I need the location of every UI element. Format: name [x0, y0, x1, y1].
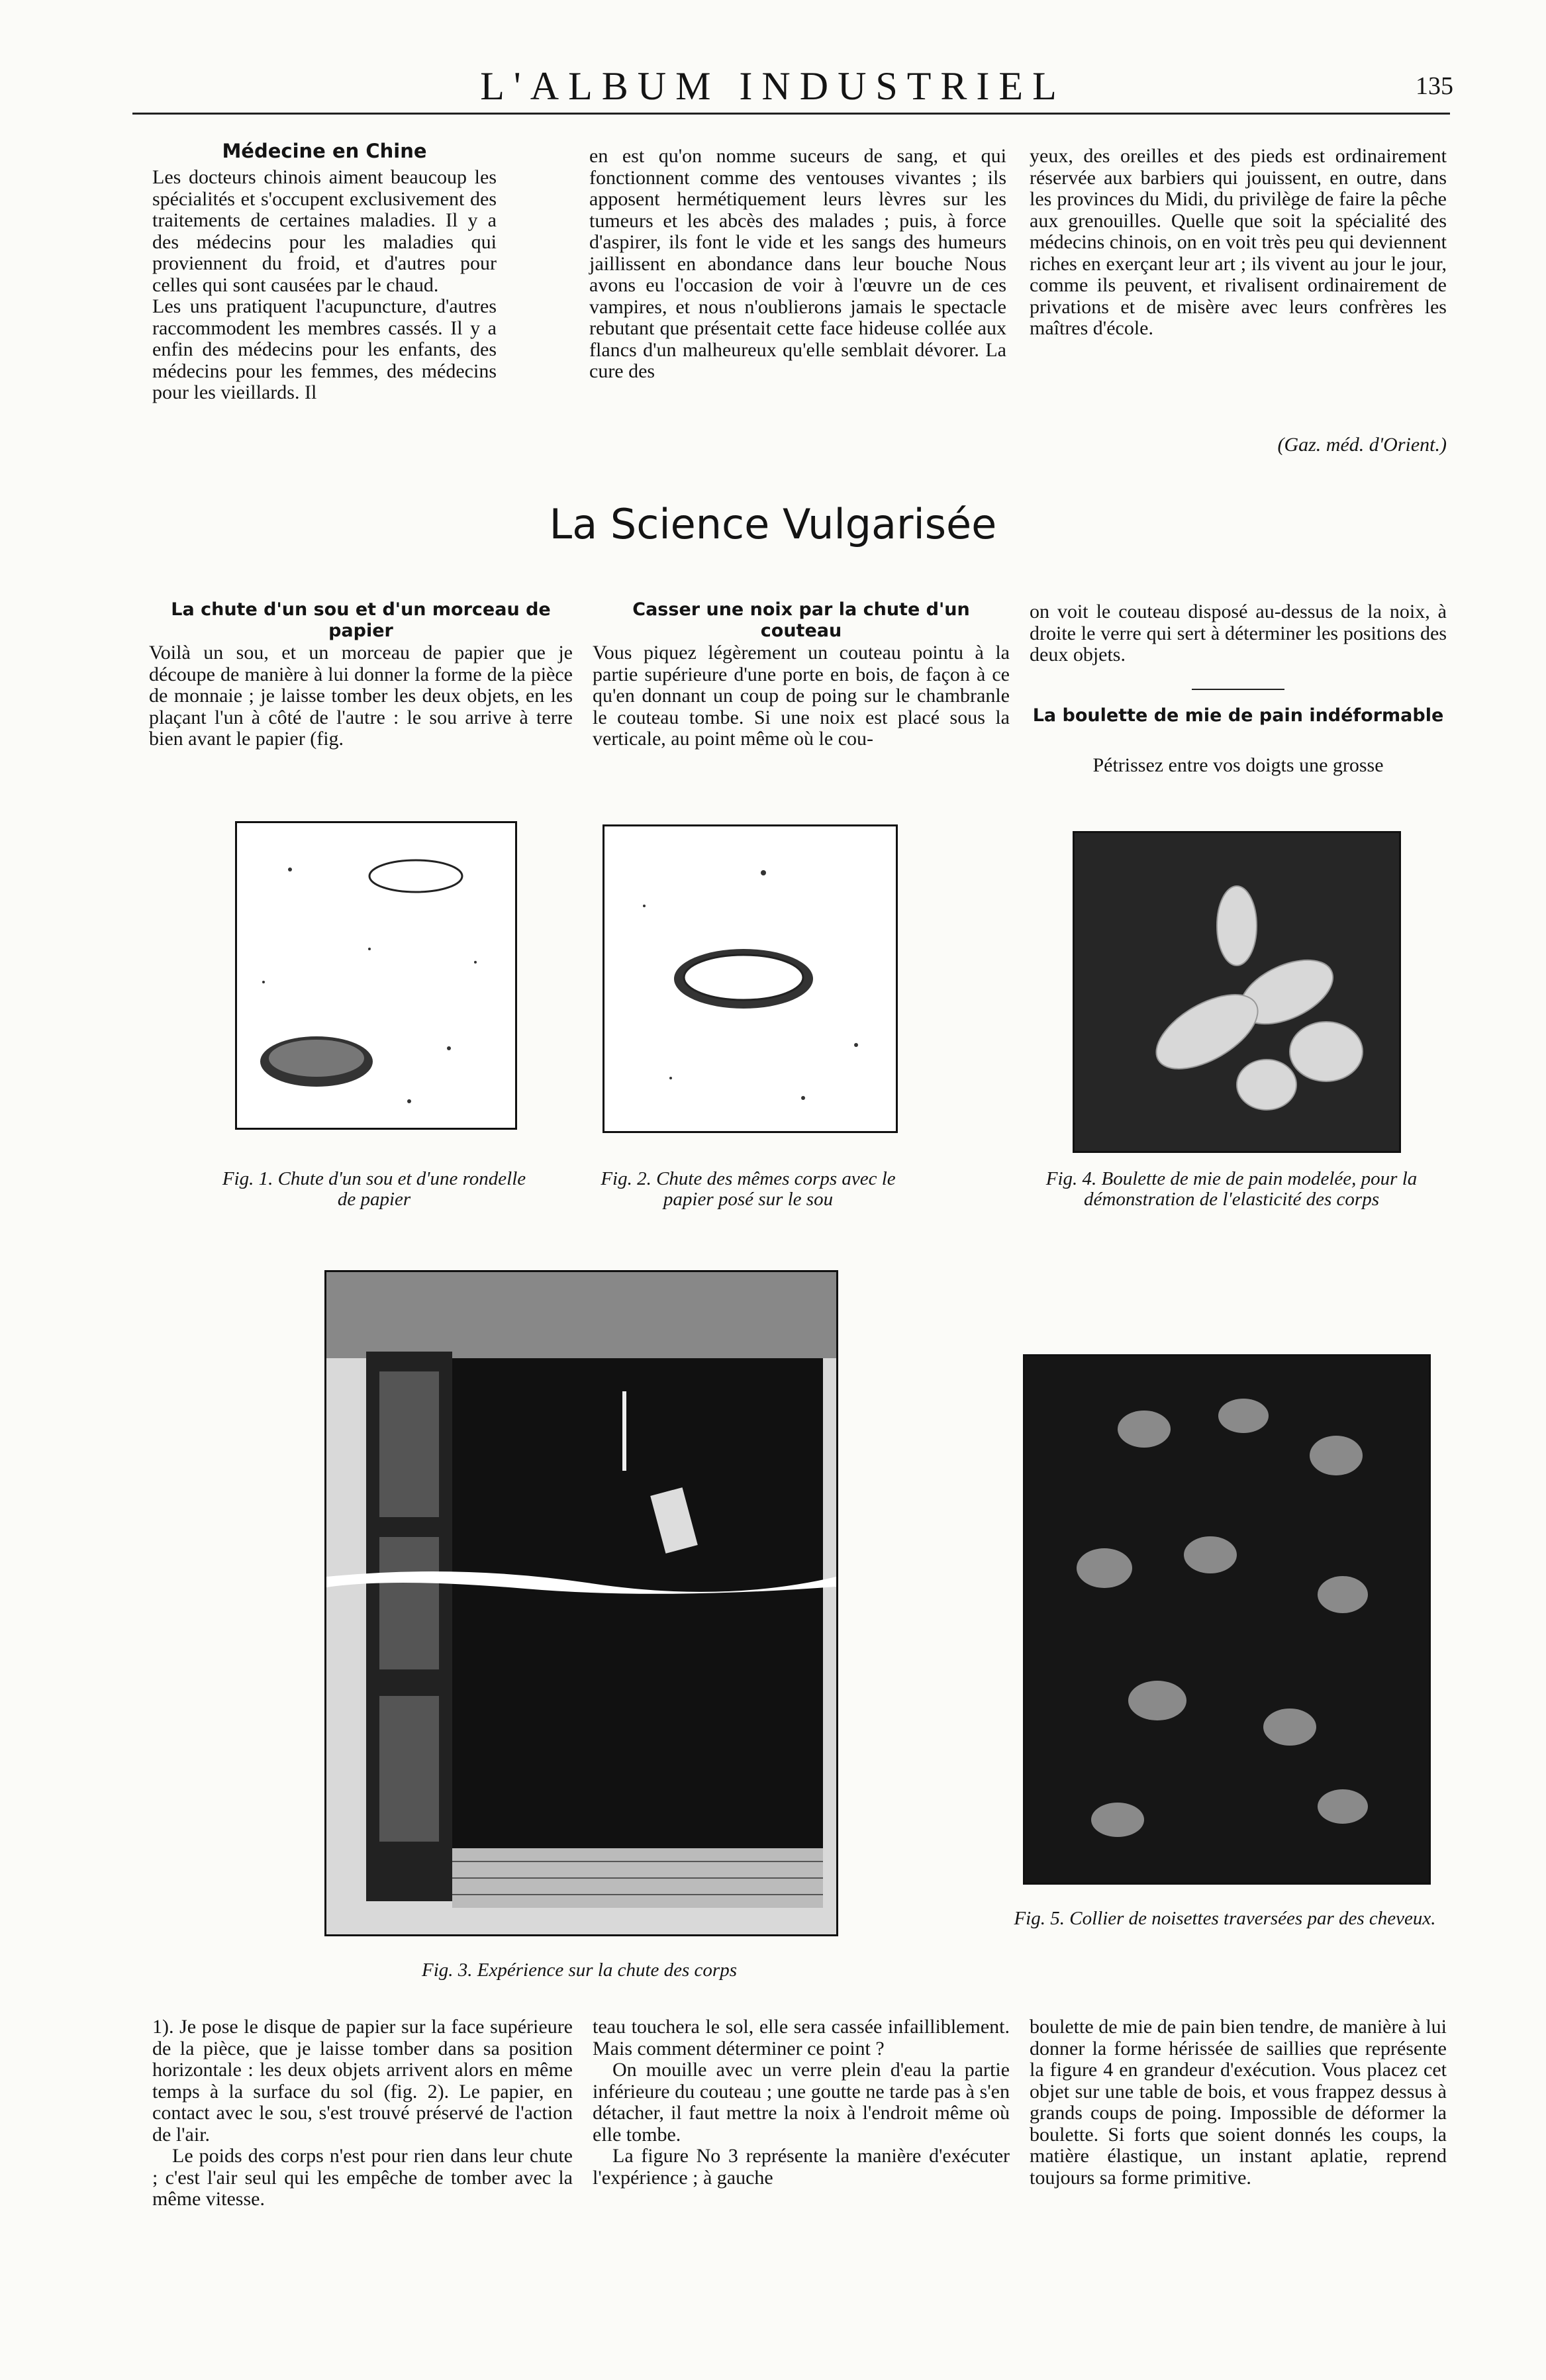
article2-continued-paragraph-2: On mouille avec un verre plein d'eau la partie inférieure du couteau ; une goutte ne tarde pas à s'en détacher, il faut mettre la noix à l'endroit même où elle tombe. [593, 2059, 1010, 2146]
article2-right-text: on voit le couteau disposé au-dessus de la noix, à droite le verre qui sert à déterminer les positions des deux objets. [1030, 601, 1447, 666]
figure-3-image [324, 1270, 838, 1936]
medecine-col2-paragraph-1: en est qu'on nomme suceurs de sang, et qui fonctionnent comme des ventouses vivantes ; ils apposent hermétiquement leurs lèvres sur les tumeurs et les abcès des malades ; puis, à force d'aspirer, ils font le vide et les sangs des humeurs jaillissent en abondance dans leur bouche Nous avons eu l'occasion de voir à l'œuvre un de ces vampires, et nous n'oublierons jamais le spectacle rebutant que présentait cette face hideuse collée aux flancs d'un malheureux qu'elle semblait dévorer. La cure des [589, 145, 1006, 382]
article3-text: Pétrissez entre vos doigts une grosse [1092, 754, 1384, 776]
article3-continued [1030, 2016, 1447, 2189]
medecine-column-3 [1030, 146, 1447, 340]
article1-continued-paragraph-2: Le poids des corps n'est pour rien dans leur chute ; c'est l'air seul qui les empêche de tomber avec la même vitesse. [152, 2145, 573, 2210]
medecine-col3-paragraph-1: yeux, des oreilles et des pieds est ordinairement réservée aux barbiers qui jouissent, en outre, dans les provinces du Midi, du privilège de faire la pêche aux grenouilles. Quelle que soit la spécialité des médecins chinois, on en voit très peu qui deviennent riches en exerçant leur art ; ils vivent au jour le jour, comme ils peuvent, et rivalisent ordinairement de privations et de misère avec leurs confrères les maîtres d'école. [1030, 145, 1447, 339]
medecine-column-2 [589, 146, 1006, 383]
figure-3-caption: Fig. 3. Expérience sur la chute des corps [422, 1959, 737, 1981]
article2-heading: Casser une noix par la chute d'un couteau [632, 599, 970, 641]
hazelnut-necklace-illustration [1025, 1356, 1429, 1883]
medecine-column-1 [152, 167, 497, 404]
medecine-source: (Gaz. méd. d'Orient.) [1277, 434, 1447, 456]
article1-continued-paragraph-1: 1). Je pose le disque de papier sur la face supérieure de la pièce, que je laisse tomber dans sa position horizontale : les deux objets arrivent alors en même temps à la surface du sol (fig. 2). Le papier, en contact avec le sou, s'est trouvé préservé de l'action de l'air. [152, 2016, 573, 2146]
door-knife-illustration [326, 1272, 836, 1934]
figure-1-caption: Fig. 1. Chute d'un sou et d'une rondelle de papier [222, 1168, 526, 1210]
coin-with-paper-illustration [604, 826, 896, 1131]
article3-heading: La boulette de mie de pain indéformable [1032, 705, 1444, 726]
figure-2-caption: Fig. 2. Chute des mêmes corps avec le papier posé sur le sou [601, 1168, 896, 1210]
figure-5-caption: Fig. 5. Collier de noisettes traversées par des cheveux. [1014, 1908, 1436, 1929]
article1-heading: La chute d'un sou et d'un morceau de papier [171, 599, 551, 641]
figure-4-image [1073, 831, 1401, 1153]
article1-text: Voilà un sou, et un morceau de papier que je découpe de manière à lui donner la forme de la pièce de monnaie ; je laisse tomber les deux objets, en les plaçant l'un à côté de l'autre : le sou arrive à terre bien avant le papier (fig. [149, 642, 573, 750]
separator [1192, 689, 1284, 690]
coin-and-paper-illustration [237, 823, 515, 1128]
article2-continued-paragraph-3: La figure No 3 représente la manière d'exécuter l'expérience ; à gauche [593, 2145, 1010, 2189]
medecine-col1-paragraph-1: Les docteurs chinois aiment beaucoup les spécialités et s'occupent exclusivement des traitements de certaines maladies. Il y a des médecins pour les maladies qui proviennent du froid, et d'autres pour celles qui sont causées par le chaud. [152, 166, 497, 296]
medecine-col1-paragraph-2: Les uns pratiquent l'acupuncture, d'autres raccommodent les membres cassés. Il y a enfin des médecins pour les enfants, des médecins pour les femmes, des médecins pour les vieillards. Il [152, 295, 497, 403]
section-title: La Science Vulgarisée [549, 500, 997, 548]
page-number: 135 [1416, 72, 1453, 100]
article1-continued [152, 2016, 573, 2210]
article2-continued-paragraph-1: teau touchera le sol, elle sera cassée infailliblement. Mais comment déterminer ce point ? [593, 2016, 1010, 2059]
figure-4-caption: Fig. 4. Boulette de mie de pain modelée, pour la démonstration de l'elasticité des corps [1045, 1168, 1418, 1210]
figure-1-image [235, 821, 517, 1130]
figure-5-image [1023, 1354, 1431, 1885]
article2-continued [593, 2016, 1010, 2189]
article3-continued-paragraph-1: boulette de mie de pain bien tendre, de manière à lui donner la forme hérissée de saillies que représente la figure 4 en grandeur d'exécution. Vous placez cet objet sur une table de bois, et vous frappez dessus à grands coups de poing. Impossible de déformer la boulette. Si forts que soient donnés les coups, la matière élastique, un instant aplatie, reprend toujours sa forme primitive. [1030, 2016, 1447, 2189]
bread-ball-illustration [1075, 833, 1399, 1151]
figure-2-image [603, 824, 898, 1133]
article2-text: Vous piquez légèrement un couteau pointu à la partie supérieure d'une porte en bois, de façon à ce qu'en donnant un coup de poing sur le chambranle le couteau tombe. Si une noix est placé sous la verticale, au point même où le cou- [593, 642, 1010, 750]
medecine-heading: Médecine en Chine [222, 140, 427, 162]
header-rule [132, 113, 1450, 115]
masthead-title: L'ALBUM INDUSTRIEL [480, 64, 1066, 108]
